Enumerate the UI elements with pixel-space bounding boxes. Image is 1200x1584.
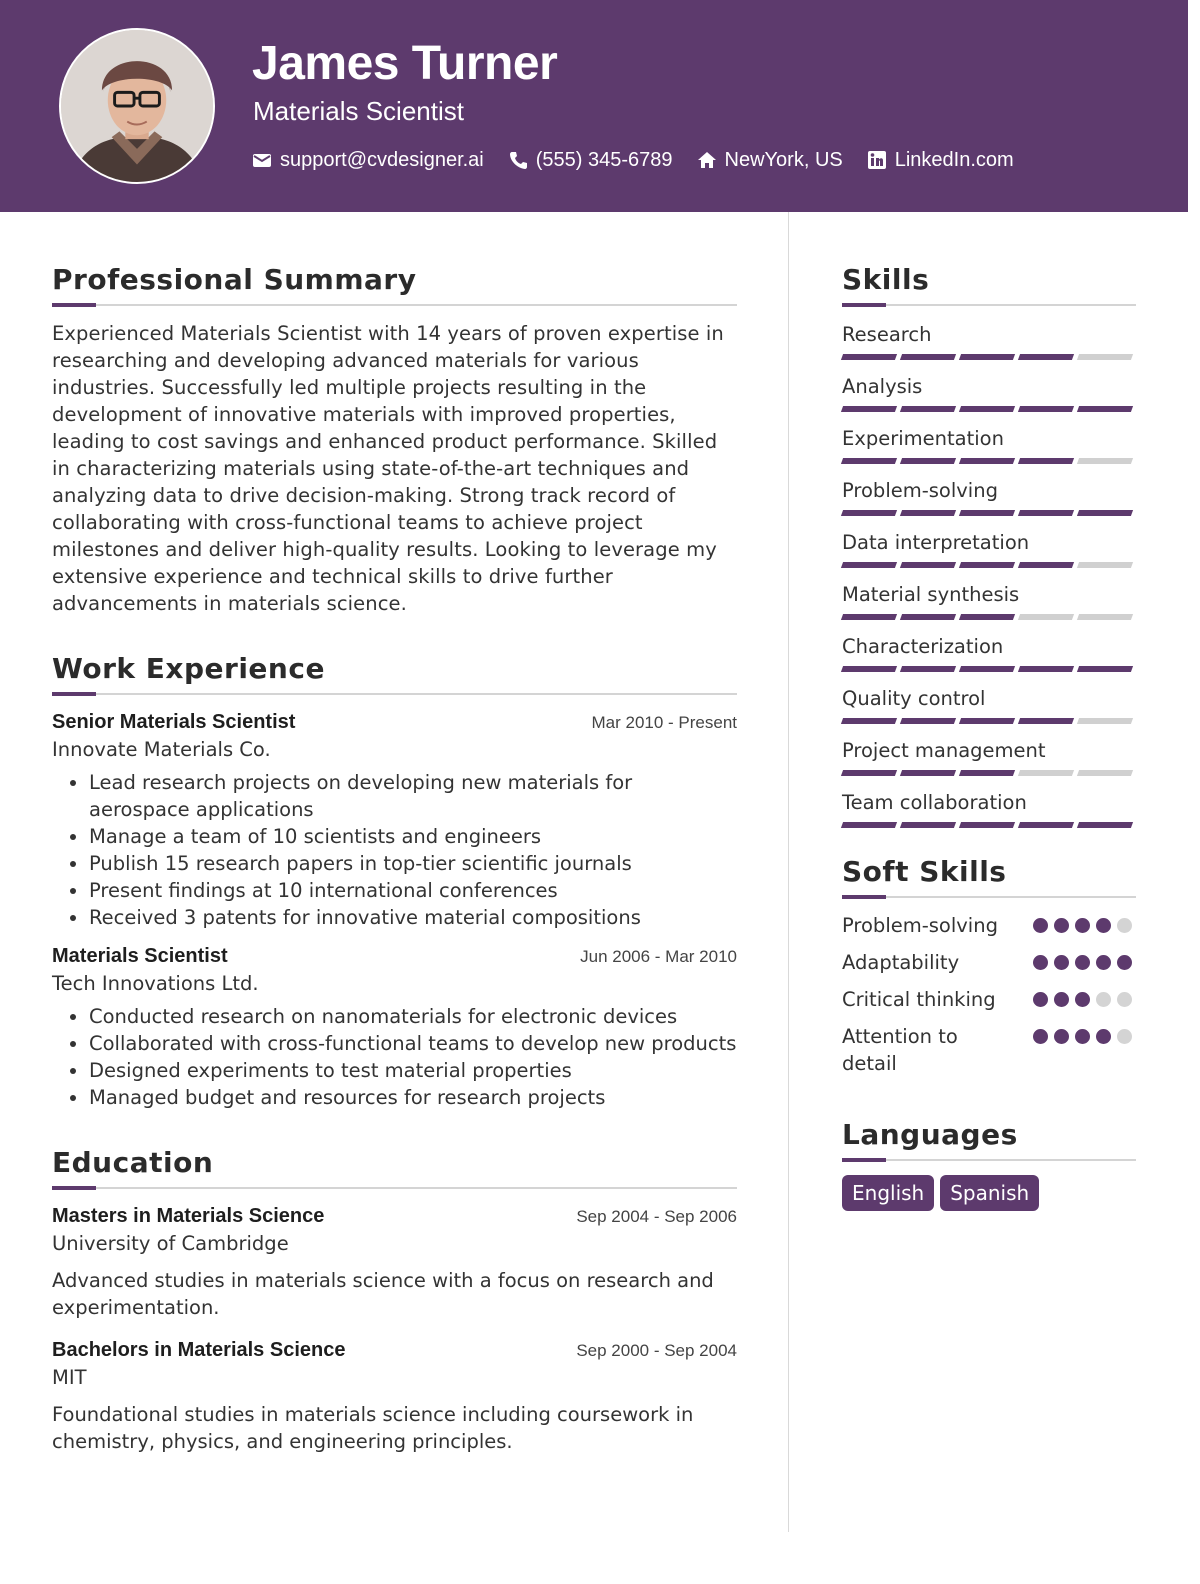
bullet-item: • Conducted research on nanomaterials for electronic devices (89, 1003, 737, 1030)
skill-level-segment (1077, 718, 1133, 724)
skill-level-segment (959, 666, 1015, 672)
skill-level-segment (841, 718, 897, 724)
skill-level-segment (1077, 562, 1133, 568)
soft-skills-section (842, 854, 1136, 1077)
bullet-item: • Received 3 patents for innovative material compositions (89, 904, 737, 931)
rating-dot (1096, 955, 1111, 970)
job-bullets (52, 1003, 737, 1111)
skill-item (842, 426, 1136, 464)
rating-dot (1075, 918, 1090, 933)
section-rule (52, 693, 737, 695)
home-icon (697, 150, 717, 170)
soft-skill-rating (1033, 1029, 1132, 1044)
languages-section (842, 1117, 1136, 1211)
skill-level-segment (841, 562, 897, 568)
degree-title: Masters in Materials Science (52, 1205, 325, 1227)
rating-dot (1033, 955, 1048, 970)
skill-name: Analysis (842, 375, 923, 398)
contact-phone-text: (555) 345-6789 (535, 148, 673, 171)
skill-name: Material synthesis (842, 583, 1020, 606)
skill-level-segment (1077, 614, 1133, 620)
skill-item (842, 374, 1136, 412)
skill-level-bar (842, 458, 1136, 464)
rating-dot (1033, 1029, 1048, 1044)
resume-header (0, 0, 1188, 212)
rating-dot (1096, 1029, 1111, 1044)
skill-level-segment (1018, 614, 1074, 620)
contact-email-text: support@cvdesigner.ai (280, 148, 484, 171)
skill-level-segment (900, 406, 956, 412)
skill-item (842, 322, 1136, 360)
skill-level-segment (841, 666, 897, 672)
skill-level-segment (959, 718, 1015, 724)
side-column (842, 262, 1136, 1211)
languages-list (842, 1175, 1136, 1211)
degree-description: Advanced studies in materials science with a focus on research and experimentation. (52, 1269, 714, 1319)
degree-dates: Sep 2000 - Sep 2004 (576, 1341, 737, 1360)
skill-level-segment (1077, 770, 1133, 776)
skill-level-segment (1077, 510, 1133, 516)
skill-level-bar (842, 614, 1136, 620)
section-rule (842, 304, 1136, 306)
bullet-item: • Designed experiments to test material properties (89, 1057, 737, 1084)
contact-phone[interactable] (508, 149, 673, 172)
skill-level-segment (841, 406, 897, 412)
skill-level-segment (959, 770, 1015, 776)
column-divider (788, 212, 789, 1532)
section-rule (842, 896, 1136, 898)
language-badge: Spanish (940, 1175, 1039, 1211)
skill-level-segment (841, 458, 897, 464)
skill-level-segment (1018, 510, 1074, 516)
language-badge: English (842, 1175, 934, 1211)
skill-item (842, 478, 1136, 516)
skill-level-bar (842, 406, 1136, 412)
section-title: Soft Skills (842, 855, 1007, 888)
soft-skill-name: Critical thinking (842, 988, 996, 1011)
soft-skill-item (842, 912, 1136, 939)
skill-level-segment (959, 406, 1015, 412)
section-title: Skills (842, 263, 930, 296)
soft-skill-rating (1033, 918, 1132, 933)
education-entry (52, 1339, 737, 1455)
degree-description: Foundational studies in materials science including coursework in chemistry, physics, and engineering principles. (52, 1403, 694, 1453)
soft-skill-name: Adaptability (842, 951, 960, 974)
skill-level-segment (900, 666, 956, 672)
skill-level-segment (1077, 354, 1133, 360)
skill-level-segment (959, 354, 1015, 360)
job-bullets (52, 769, 737, 931)
summary-section (52, 262, 737, 617)
job-company: Tech Innovations Ltd. (52, 972, 259, 995)
skill-level-bar (842, 822, 1136, 828)
section-title: Professional Summary (52, 263, 417, 296)
section-rule (842, 1159, 1136, 1161)
education-entry (52, 1205, 737, 1321)
section-title: Languages (842, 1118, 1018, 1151)
job-company: Innovate Materials Co. (52, 738, 271, 761)
skill-level-segment (841, 770, 897, 776)
skill-level-segment (959, 510, 1015, 516)
skill-level-segment (900, 822, 956, 828)
contact-location-text: NewYork, US (724, 148, 843, 171)
skill-level-segment (959, 458, 1015, 464)
rating-dot (1033, 918, 1048, 933)
skill-name: Quality control (842, 687, 986, 710)
rating-dot (1075, 992, 1090, 1007)
contact-email[interactable] (252, 149, 484, 172)
skill-level-segment (841, 822, 897, 828)
rating-dot (1096, 992, 1111, 1007)
contact-linkedin[interactable] (867, 149, 1014, 172)
section-title: Work Experience (52, 652, 325, 685)
bullet-item: • Managed budget and resources for research projects (89, 1084, 737, 1111)
job-title: Materials Scientist (52, 945, 228, 967)
school-name: MIT (52, 1366, 87, 1389)
bullet-item: • Manage a team of 10 scientists and engineers (89, 823, 737, 850)
skill-level-bar (842, 666, 1136, 672)
skill-name: Data interpretation (842, 531, 1030, 554)
skill-level-segment (900, 614, 956, 620)
degree-dates: Sep 2004 - Sep 2006 (576, 1207, 737, 1226)
rating-dot (1075, 955, 1090, 970)
envelope-icon (252, 150, 272, 170)
bullet-item: • Present findings at 10 international conferences (89, 877, 737, 904)
school-name: University of Cambridge (52, 1232, 289, 1255)
skill-level-segment (1018, 354, 1074, 360)
bullet-item: • Publish 15 research papers in top-tier scientific journals (89, 850, 737, 877)
soft-skill-item (842, 986, 1136, 1013)
soft-skill-rating (1033, 955, 1132, 970)
soft-skill-rating (1033, 992, 1132, 1007)
soft-skill-item (842, 1023, 1136, 1077)
bullet-item: • Collaborated with cross-functional teams to develop new products (89, 1030, 737, 1057)
job-dates: Mar 2010 - Present (591, 713, 737, 732)
contact-bar (252, 145, 1038, 175)
soft-skill-name: Attention to detail (842, 1025, 958, 1075)
skill-name: Research (842, 323, 932, 346)
soft-skill-item (842, 949, 1136, 976)
skill-level-segment (959, 822, 1015, 828)
skill-level-segment (900, 458, 956, 464)
skill-level-segment (1018, 562, 1074, 568)
rating-dot (1054, 955, 1069, 970)
rating-dot (1033, 992, 1048, 1007)
job-title: Senior Materials Scientist (52, 711, 296, 733)
summary-text: Experienced Materials Scientist with 14 years of proven expertise in researching and developing advanced materials for various industries. Successfully led multiple projects resulting in the development of innovative materials with improved properties, leading to cost savings and enhanced product performance. Skilled in characterizing materials using state-of-the-art techniques and analyzing data to drive decision-making. Strong track record of collaborating with cross-functional teams to achieve project milestones and deliver high-quality results. Looking to leverage my extensive experience and technical skills to drive further advancements in materials science. (52, 322, 724, 615)
phone-icon (508, 150, 528, 170)
bullet-item: • Lead research projects on developing new materials for aerospace applications (89, 769, 737, 823)
skill-level-segment (1077, 406, 1133, 412)
section-rule (52, 1187, 737, 1189)
rating-dot (1117, 992, 1132, 1007)
skill-level-segment (959, 614, 1015, 620)
skill-level-segment (1018, 666, 1074, 672)
skill-level-segment (841, 510, 897, 516)
skill-item (842, 582, 1136, 620)
rating-dot (1054, 1029, 1069, 1044)
education-section (52, 1145, 737, 1455)
degree-title: Bachelors in Materials Science (52, 1339, 346, 1361)
job-entry (52, 711, 737, 931)
skill-level-segment (1077, 458, 1133, 464)
skill-level-segment (959, 562, 1015, 568)
candidate-role: Materials Scientist (253, 96, 464, 126)
skill-level-bar (842, 562, 1136, 568)
skills-list (842, 322, 1136, 828)
skill-item (842, 634, 1136, 672)
experience-section (52, 651, 737, 1111)
skill-level-segment (1018, 770, 1074, 776)
skill-name: Experimentation (842, 427, 1004, 450)
skill-level-segment (900, 718, 956, 724)
rating-dot (1054, 918, 1069, 933)
skill-name: Team collaboration (842, 791, 1027, 814)
skill-level-segment (1018, 406, 1074, 412)
skill-item (842, 530, 1136, 568)
contact-location (697, 149, 843, 172)
skill-level-segment (841, 354, 897, 360)
section-rule (52, 304, 737, 306)
skill-level-segment (841, 614, 897, 620)
skill-item (842, 790, 1136, 828)
skills-section (842, 262, 1136, 828)
skill-level-segment (1077, 822, 1133, 828)
job-entry (52, 945, 737, 1111)
candidate-name: James Turner (252, 37, 558, 90)
skill-name: Characterization (842, 635, 1004, 658)
profile-photo (59, 28, 215, 184)
skill-level-segment (900, 354, 956, 360)
section-title: Education (52, 1146, 214, 1179)
job-dates: Jun 2006 - Mar 2010 (580, 947, 737, 966)
skill-level-segment (900, 770, 956, 776)
skill-level-segment (1077, 666, 1133, 672)
skill-item (842, 738, 1136, 776)
person-photo-icon (61, 30, 213, 182)
main-column (52, 262, 737, 1455)
skill-level-segment (1018, 822, 1074, 828)
rating-dot (1117, 918, 1132, 933)
rating-dot (1054, 992, 1069, 1007)
rating-dot (1096, 918, 1111, 933)
skill-level-bar (842, 510, 1136, 516)
skill-level-bar (842, 770, 1136, 776)
skill-level-bar (842, 354, 1136, 360)
skill-level-bar (842, 718, 1136, 724)
skill-level-segment (1018, 458, 1074, 464)
skill-level-segment (900, 510, 956, 516)
skill-name: Problem-solving (842, 479, 998, 502)
skill-level-segment (900, 562, 956, 568)
rating-dot (1075, 1029, 1090, 1044)
linkedin-icon (867, 150, 887, 170)
contact-linkedin-text: LinkedIn.com (894, 148, 1014, 171)
skill-name: Project management (842, 739, 1046, 762)
rating-dot (1117, 955, 1132, 970)
soft-skills-list (842, 912, 1136, 1077)
rating-dot (1117, 1029, 1132, 1044)
skill-item (842, 686, 1136, 724)
soft-skill-name: Problem-solving (842, 914, 998, 937)
skill-level-segment (1018, 718, 1074, 724)
